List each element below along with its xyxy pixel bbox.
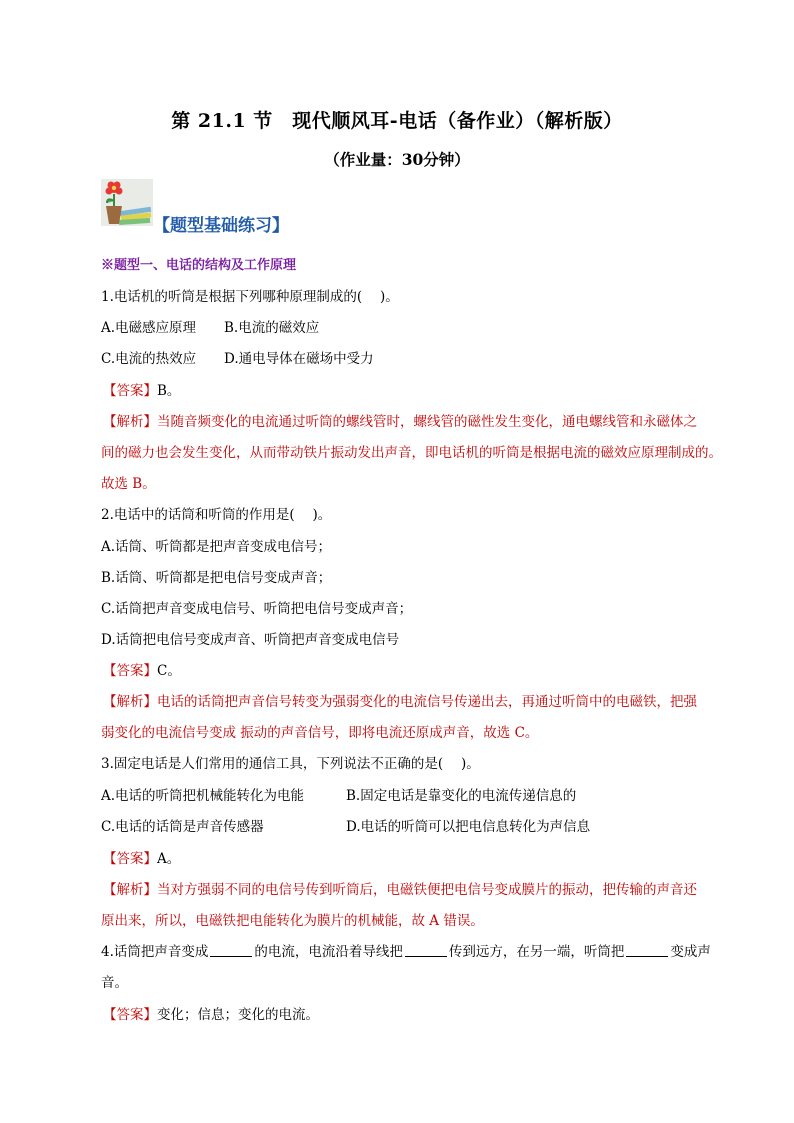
question-4-stem-part-4: 变成声 xyxy=(670,944,711,960)
question-2-option-b: B.话筒、听筒都是把电信号变成声音； xyxy=(101,570,332,586)
flower-pot-books-icon xyxy=(101,179,153,226)
analysis-label: 【解析】 xyxy=(103,694,157,710)
question-2-analysis-line-2: 弱变化的电流信号变成 振动的声音信号，即将电流还原成声音，故选 C。 xyxy=(101,725,539,741)
answer-value: 变化；信息；变化的电流。 xyxy=(157,1007,319,1023)
answer-label: 【答案】 xyxy=(103,663,157,679)
question-4-stem-part-1: 4.话筒把声音变成 xyxy=(101,944,209,960)
answer-value: C。 xyxy=(157,663,181,679)
question-3-analysis-line-1 xyxy=(103,878,697,898)
fill-blank-2[interactable] xyxy=(405,944,447,957)
analysis-text: 当随音频变化的电流通过听筒的螺线管时，螺线管的磁性发生变化，通电螺线管和永磁体之 xyxy=(157,414,697,430)
analysis-label: 【解析】 xyxy=(103,882,157,898)
question-1-analysis-line-3: 故选 B。 xyxy=(101,476,156,492)
question-1-stem: 1.电话机的听筒是根据下列哪种原理制成的( )。 xyxy=(101,289,399,305)
question-4-stem-part-3: 传到远方，在另一端，听筒把 xyxy=(448,944,625,960)
answer-label: 【答案】 xyxy=(103,851,157,867)
question-4-answer xyxy=(103,1003,319,1023)
question-1-option-c: C.电流的热效应 xyxy=(101,351,197,367)
question-1-option-b: B.电流的磁效应 xyxy=(224,320,320,336)
topic-heading: ※题型一、电话的结构及工作原理 xyxy=(101,258,297,273)
question-3-option-c: C.电话的话筒是声音传感器 xyxy=(101,819,264,835)
fill-blank-3[interactable] xyxy=(626,944,668,957)
answer-value: B。 xyxy=(157,383,181,399)
question-4-stem xyxy=(101,940,711,960)
page-title: 第 21.1 节 现代顺风耳-电话（备作业）（解析版） xyxy=(171,110,623,132)
question-3-stem: 3.固定电话是人们常用的通信工具，下列说法不正确的是( )。 xyxy=(101,756,480,772)
question-2-option-d: D.话筒把电信号变成声音、听筒把声音变成电信号 xyxy=(101,632,400,648)
question-1-option-d: D.通电导体在磁场中受力 xyxy=(224,351,374,367)
question-3-option-d: D.电话的听筒可以把电信息转化为声信息 xyxy=(346,819,591,835)
question-2-stem: 2.电话中的话筒和听筒的作用是( )。 xyxy=(101,507,332,523)
answer-value: A。 xyxy=(157,851,181,867)
page-subtitle: （作业量：30分钟） xyxy=(324,150,470,169)
question-3-analysis-line-2: 原出来，所以，电磁铁把电能转化为膜片的机械能，故 A 错误。 xyxy=(101,913,484,929)
question-1-option-a: A.电磁感应原理 xyxy=(101,320,197,336)
question-2-analysis-line-1 xyxy=(103,690,697,710)
fill-blank-1[interactable] xyxy=(210,944,252,957)
analysis-text: 当对方强弱不同的电信号传到听筒后，电磁铁便把电信号变成膜片的振动，把传输的声音还 xyxy=(157,882,697,898)
question-2-option-a: A.话筒、听筒都是把声音变成电信号； xyxy=(101,539,332,555)
question-1-analysis-line-1 xyxy=(103,410,697,430)
answer-label: 【答案】 xyxy=(103,383,157,399)
question-3-answer xyxy=(103,847,180,867)
answer-label: 【答案】 xyxy=(103,1007,157,1023)
question-1-analysis-line-2: 间的磁力也会发生变化，从而带动铁片振动发出声音，即电话机的听筒是根据电流的磁效应原理制成的。 xyxy=(101,445,722,461)
analysis-text: 电话的话筒把声音信号转变为强弱变化的电流信号传递出去，再通过听筒中的电磁铁，把强 xyxy=(157,694,697,710)
question-2-option-c: C.话筒把声音变成电信号、听筒把电信号变成声音； xyxy=(101,601,413,617)
question-4-stem-line-2: 音。 xyxy=(101,975,128,991)
section-heading: 【题型基础练习】 xyxy=(153,216,289,236)
question-3-option-b: B.固定电话是靠变化的电流传递信息的 xyxy=(346,788,577,804)
analysis-label: 【解析】 xyxy=(103,414,157,430)
question-2-answer xyxy=(103,659,181,679)
question-4-stem-part-2: 的电流，电流沿着导线把 xyxy=(254,944,403,960)
question-3-option-a: A.电话的听筒把机械能转化为电能 xyxy=(101,788,305,804)
question-1-answer xyxy=(103,379,180,399)
